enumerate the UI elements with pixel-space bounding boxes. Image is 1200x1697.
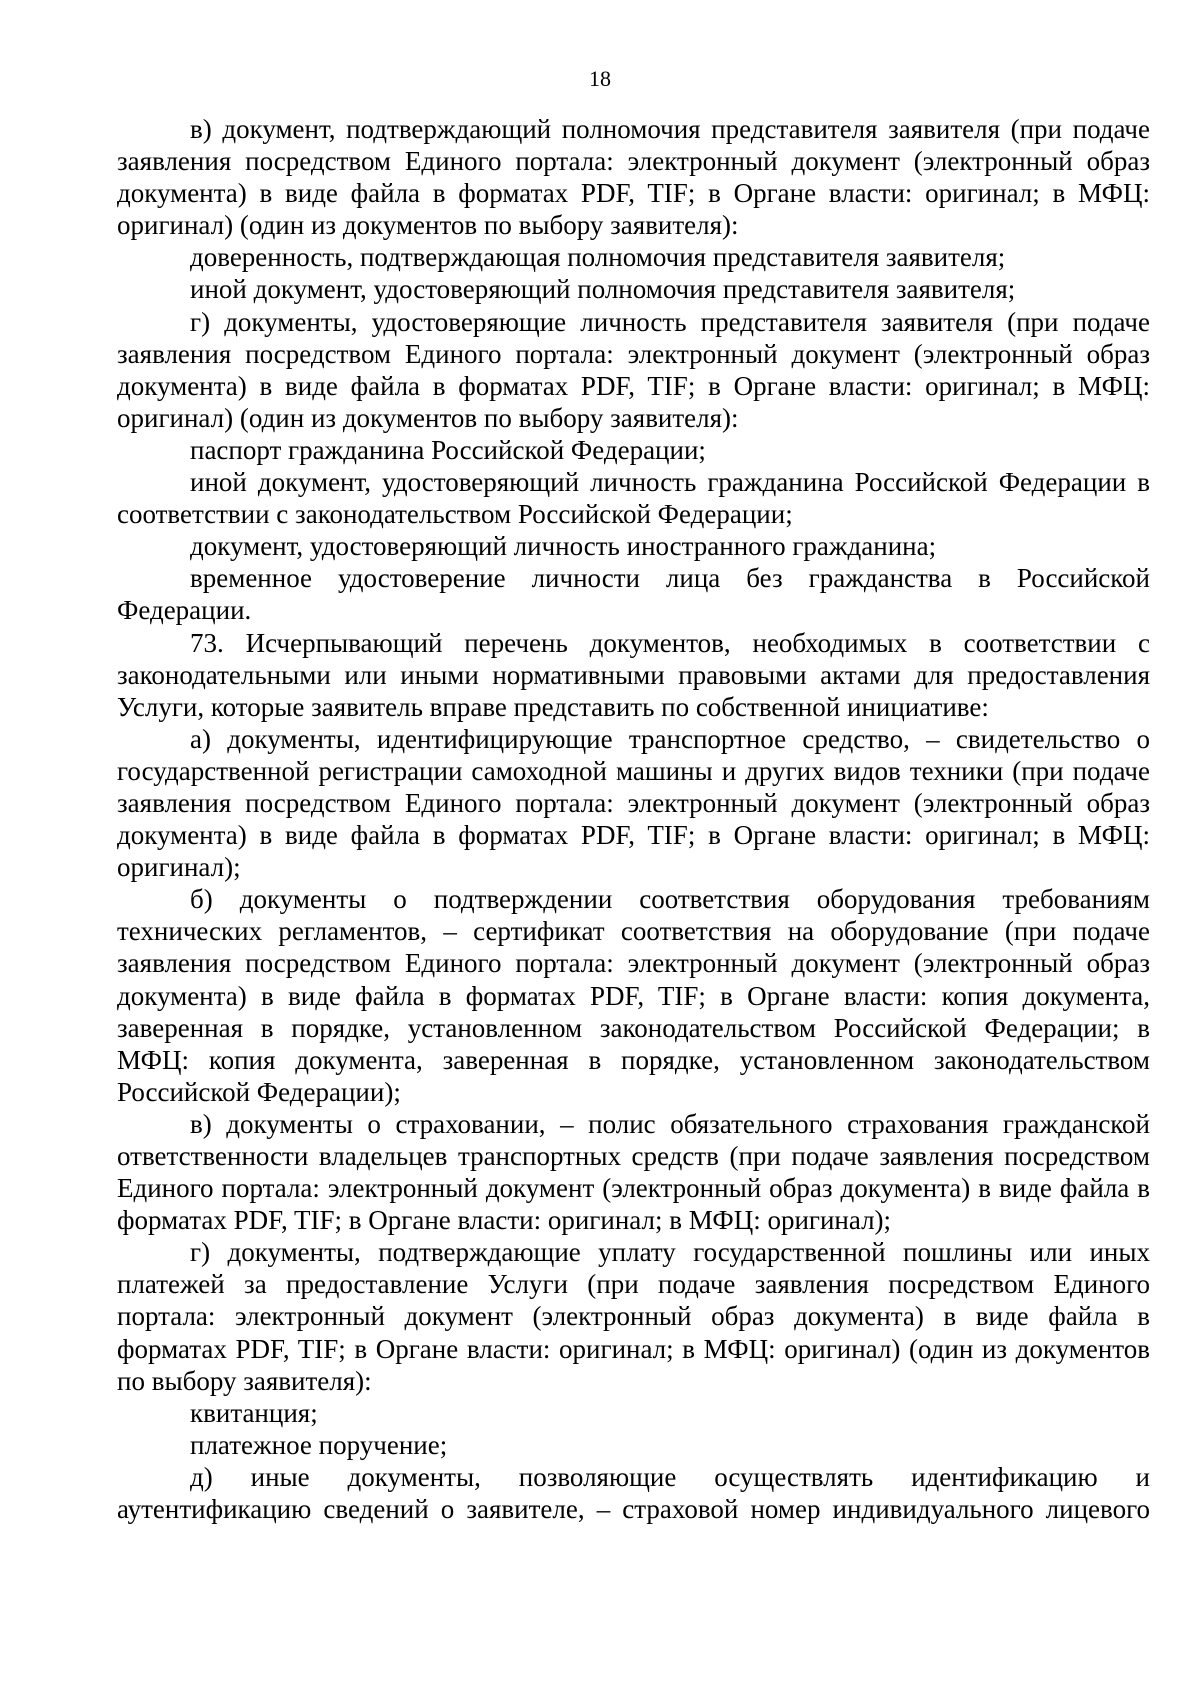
paragraph-b-conformity-documents: б) документы о подтверждении соответствия оборудования требованиям технических регламентов, – сертификат соответствия на оборудование (при подаче заявления посредством Единого портала: электронный документ (электронный образ документа) в виде файла в форматах PDF, TIF; в Органе власти: копия документа, заверенная в порядке, установленном законодательством Российской Федерации; в МФЦ: копия документа, заверенная в порядке, установленном законодательством Российской Федерации); (117, 884, 1150, 1107)
paragraph-d-other-documents: д) иные документы, позволяющие осуществлять идентификацию и аутентификацию сведений о заявителе, – страховой номер индивидуального лицевого (117, 1461, 1150, 1525)
paragraph-v-representative-authority: в) документ, подтверждающий полномочия представителя заявителя (при подаче заявления посредством Единого портала: электронный документ (электронный образ документа) в виде файла в форматах PDF, TIF; в Органе власти: оригинал; в МФЦ: оригинал) (один из документов по выбору заявителя): (117, 114, 1150, 241)
paragraph-v-insurance-documents: в) документы о страховании, – полис обязательного страхования гражданской ответственности владельцев транспортных средств (при подаче заявления посредством Единого портала: электронный документ (электронный образ документа) в виде файла в форматах PDF, TIF; в Органе власти: оригинал; в МФЦ: оригинал); (117, 1108, 1150, 1236)
paragraph-temporary-id: временное удостоверение личности лица без гражданства в Российской Федерации. (117, 563, 1150, 626)
paragraph-receipt: квитанция; (190, 1397, 318, 1428)
paragraph-a-vehicle-documents: а) документы, идентифицирующие транспортное средство, – свидетельство о государственной регистрации самоходной машины и других видов техники (при подаче заявления посредством Единого портала: электронный документ (электронный образ документа) в виде файла в форматах PDF, TIF; в Органе власти: оригинал; в МФЦ: оригинал); (117, 723, 1150, 883)
paragraph-g-representative-identity: г) документы, удостоверяющие личность представителя заявителя (при подаче заявления посредством Единого портала: электронный документ (электронный образ документа) в виде файла в форматах PDF, TIF; в Органе власти: оригинал; в МФЦ: оригинал) (один из документов по выбору заявителя): (117, 306, 1150, 433)
paragraph-power-of-attorney: доверенность, подтверждающая полномочия представителя заявителя; (190, 242, 1006, 273)
page-number: 18 (589, 66, 611, 91)
paragraph-payment-order: платежное поручение; (190, 1429, 448, 1460)
paragraph-foreign-citizen-document: документ, удостоверяющий личность иностранного гражданина; (190, 531, 937, 562)
paragraph-other-authority-document: иной документ, удостоверяющий полномочия представителя заявителя; (190, 274, 1016, 305)
document-body (117, 113, 1150, 1525)
paragraph-g-payment-documents: г) документы, подтверждающие уплату государственной пошлины или иных платежей за предоставление Услуги (при подаче заявления посредством Единого портала: электронный документ (электронный образ документа) в виде файла в форматах PDF, TIF; в Органе власти: оригинал; в МФЦ: оригинал) (один из документов по выбору заявителя): (117, 1237, 1150, 1396)
paragraph-73-document-list: 73. Исчерпывающий перечень документов, необходимых в соответствии с законодательными или иными нормативными правовыми актами для предоставления Услуги, которые заявитель вправе представить по собственной инициативе: (117, 627, 1150, 722)
paragraph-passport: паспорт гражданина Российской Федерации; (190, 434, 706, 465)
paragraph-other-identity-document: иной документ, удостоверяющий личность гражданина Российской Федерации в соответствии с законодательством Российской Федерации; (117, 467, 1150, 530)
